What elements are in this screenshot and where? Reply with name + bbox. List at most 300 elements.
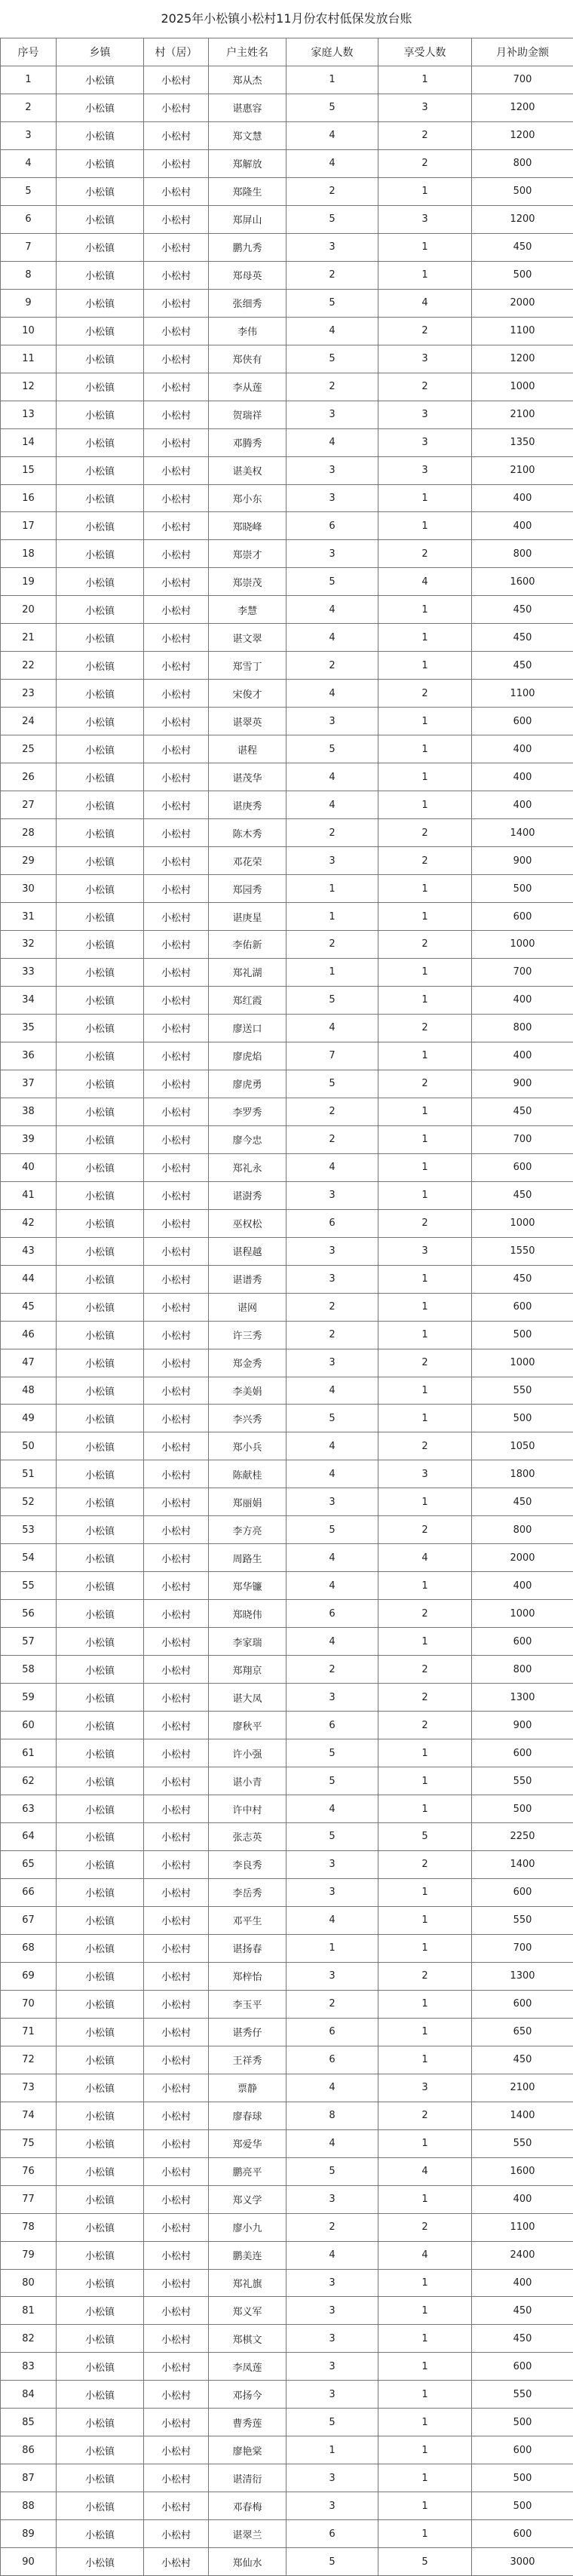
village-cell: 小松村: [144, 2241, 209, 2269]
family-size-cell: 3: [286, 708, 378, 735]
village-cell: 小松村: [144, 1042, 209, 1070]
township-cell: 小松镇: [57, 708, 144, 735]
beneficiaries-cell: 1: [378, 2436, 472, 2464]
beneficiaries-cell: 2: [378, 931, 472, 959]
township-cell: 小松镇: [57, 931, 144, 959]
amount-cell: 1600: [472, 2157, 573, 2185]
beneficiaries-cell: 2: [378, 121, 472, 149]
village-cell: 小松村: [144, 596, 209, 624]
family-size-cell: 3: [286, 540, 378, 568]
township-cell: 小松镇: [57, 2046, 144, 2074]
village-cell: 小松村: [144, 1377, 209, 1405]
beneficiaries-cell: 1: [378, 735, 472, 763]
table-row: [1, 596, 573, 624]
serial-cell: 8: [1, 261, 57, 289]
table-row: [1, 1878, 573, 1906]
amount-cell: 550: [472, 2381, 573, 2409]
township-cell: 小松镇: [57, 1293, 144, 1321]
householder-cell: 廖小九: [209, 2213, 286, 2241]
amount-cell: 400: [472, 986, 573, 1014]
township-cell: 小松镇: [57, 177, 144, 205]
village-cell: 小松村: [144, 763, 209, 791]
beneficiaries-cell: 2: [378, 1070, 472, 1098]
table-row: [1, 1098, 573, 1125]
beneficiaries-cell: 2: [378, 1962, 472, 1990]
amount-cell: 1800: [472, 1460, 573, 1488]
village-cell: 小松村: [144, 205, 209, 233]
serial-cell: 13: [1, 401, 57, 428]
beneficiaries-cell: 2: [378, 2102, 472, 2129]
serial-cell: 1: [1, 66, 57, 94]
family-size-cell: 1: [286, 1934, 378, 1962]
serial-cell: 17: [1, 512, 57, 540]
table-row: [1, 121, 573, 149]
beneficiaries-cell: 1: [378, 1153, 472, 1181]
serial-cell: 36: [1, 1042, 57, 1070]
amount-cell: 600: [472, 1739, 573, 1767]
amount-cell: 600: [472, 708, 573, 735]
family-size-cell: 2: [286, 931, 378, 959]
township-cell: 小松镇: [57, 2353, 144, 2381]
beneficiaries-cell: 1: [378, 2129, 472, 2157]
family-size-cell: 5: [286, 1767, 378, 1795]
village-cell: 小松村: [144, 931, 209, 959]
amount-cell: 1000: [472, 1209, 573, 1237]
family-size-cell: 5: [286, 2409, 378, 2436]
header-householder: 户主姓名: [209, 38, 286, 66]
table-row: [1, 1042, 573, 1070]
family-size-cell: 3: [286, 2269, 378, 2297]
householder-cell: 陈献桂: [209, 1460, 286, 1488]
township-cell: 小松镇: [57, 1878, 144, 1906]
family-size-cell: 3: [286, 2381, 378, 2409]
householder-cell: 许中村: [209, 1795, 286, 1823]
serial-cell: 74: [1, 2102, 57, 2129]
householder-cell: 郑崇才: [209, 540, 286, 568]
table-row: [1, 1014, 573, 1042]
serial-cell: 20: [1, 596, 57, 624]
township-cell: 小松镇: [57, 121, 144, 149]
page-title: 2025年小松镇小松村11月份农村低保发放台账: [0, 0, 573, 38]
township-cell: 小松镇: [57, 596, 144, 624]
householder-cell: 李玉平: [209, 1990, 286, 2018]
beneficiaries-cell: 3: [378, 456, 472, 484]
family-size-cell: 5: [286, 345, 378, 373]
beneficiaries-cell: 1: [378, 2269, 472, 2297]
amount-cell: 500: [472, 177, 573, 205]
table-row: [1, 1906, 573, 1934]
table-row: [1, 1990, 573, 2018]
amount-cell: 450: [472, 1265, 573, 1293]
beneficiaries-cell: 1: [378, 2409, 472, 2436]
township-cell: 小松镇: [57, 2129, 144, 2157]
serial-cell: 50: [1, 1432, 57, 1460]
beneficiaries-cell: 1: [378, 1321, 472, 1349]
serial-cell: 29: [1, 847, 57, 875]
serial-cell: 45: [1, 1293, 57, 1321]
householder-cell: 郑义学: [209, 2185, 286, 2213]
township-cell: 小松镇: [57, 2185, 144, 2213]
amount-cell: 1100: [472, 2213, 573, 2241]
township-cell: 小松镇: [57, 2520, 144, 2548]
beneficiaries-cell: 5: [378, 1823, 472, 1851]
amount-cell: 2250: [472, 1823, 573, 1851]
village-cell: 小松村: [144, 2185, 209, 2213]
township-cell: 小松镇: [57, 261, 144, 289]
family-size-cell: 4: [286, 1460, 378, 1488]
householder-cell: 廖今忠: [209, 1125, 286, 1153]
township-cell: 小松镇: [57, 1405, 144, 1432]
township-cell: 小松镇: [57, 456, 144, 484]
serial-cell: 90: [1, 2548, 57, 2576]
beneficiaries-cell: 2: [378, 1600, 472, 1628]
village-cell: 小松村: [144, 847, 209, 875]
serial-cell: 53: [1, 1516, 57, 1544]
householder-cell: 郑金秀: [209, 1349, 286, 1377]
serial-cell: 19: [1, 568, 57, 596]
family-size-cell: 2: [286, 652, 378, 680]
amount-cell: 1400: [472, 1850, 573, 1878]
householder-cell: 谌程: [209, 735, 286, 763]
table-row: [1, 680, 573, 708]
village-cell: 小松村: [144, 791, 209, 819]
serial-cell: 80: [1, 2269, 57, 2297]
township-cell: 小松镇: [57, 1377, 144, 1405]
family-size-cell: 2: [286, 1656, 378, 1684]
header-beneficiaries: 享受人数: [378, 38, 472, 66]
township-cell: 小松镇: [57, 2381, 144, 2409]
beneficiaries-cell: 2: [378, 1349, 472, 1377]
table-row: [1, 1181, 573, 1209]
family-size-cell: 6: [286, 1600, 378, 1628]
village-cell: 小松村: [144, 261, 209, 289]
table-row: [1, 1349, 573, 1377]
township-cell: 小松镇: [57, 1014, 144, 1042]
family-size-cell: 3: [286, 1962, 378, 1990]
beneficiaries-cell: 1: [378, 1098, 472, 1125]
amount-cell: 1550: [472, 1237, 573, 1265]
householder-cell: 廖艳棠: [209, 2436, 286, 2464]
householder-cell: 张细秀: [209, 289, 286, 317]
householder-cell: 谌秀仔: [209, 2018, 286, 2046]
village-cell: 小松村: [144, 2409, 209, 2436]
family-size-cell: 4: [286, 2074, 378, 2102]
township-cell: 小松镇: [57, 540, 144, 568]
serial-cell: 75: [1, 2129, 57, 2157]
family-size-cell: 3: [286, 233, 378, 261]
beneficiaries-cell: 1: [378, 903, 472, 931]
amount-cell: 1400: [472, 2102, 573, 2129]
table-row: [1, 2381, 573, 2409]
township-cell: 小松镇: [57, 1488, 144, 1516]
village-cell: 小松村: [144, 2436, 209, 2464]
township-cell: 小松镇: [57, 512, 144, 540]
serial-cell: 21: [1, 624, 57, 652]
family-size-cell: 3: [286, 1181, 378, 1209]
family-size-cell: 3: [286, 1349, 378, 1377]
table-row: [1, 735, 573, 763]
family-size-cell: 2: [286, 1125, 378, 1153]
table-row: [1, 2157, 573, 2185]
householder-cell: 邓扬今: [209, 2381, 286, 2409]
amount-cell: 650: [472, 2018, 573, 2046]
serial-cell: 14: [1, 428, 57, 456]
beneficiaries-cell: 4: [378, 568, 472, 596]
serial-cell: 4: [1, 149, 57, 177]
serial-cell: 63: [1, 1795, 57, 1823]
table-row: [1, 2548, 573, 2576]
village-cell: 小松村: [144, 1906, 209, 1934]
table-row: [1, 1823, 573, 1851]
serial-cell: 52: [1, 1488, 57, 1516]
table-row: [1, 1544, 573, 1572]
family-size-cell: 5: [286, 568, 378, 596]
amount-cell: 550: [472, 1377, 573, 1405]
amount-cell: 900: [472, 1712, 573, 1739]
village-cell: 小松村: [144, 1014, 209, 1042]
ledger-table: [0, 38, 573, 2576]
village-cell: 小松村: [144, 2548, 209, 2576]
village-cell: 小松村: [144, 680, 209, 708]
township-cell: 小松镇: [57, 875, 144, 903]
beneficiaries-cell: 1: [378, 958, 472, 986]
householder-cell: 谌小青: [209, 1767, 286, 1795]
amount-cell: 450: [472, 1098, 573, 1125]
amount-cell: 400: [472, 2269, 573, 2297]
serial-cell: 32: [1, 931, 57, 959]
serial-cell: 61: [1, 1739, 57, 1767]
table-row: [1, 1962, 573, 1990]
householder-cell: 郑仙水: [209, 2548, 286, 2576]
table-row: [1, 1321, 573, 1349]
township-cell: 小松镇: [57, 1739, 144, 1767]
table-row: [1, 1460, 573, 1488]
householder-cell: 李美娟: [209, 1377, 286, 1405]
serial-cell: 41: [1, 1181, 57, 1209]
village-cell: 小松村: [144, 1962, 209, 1990]
beneficiaries-cell: 2: [378, 1014, 472, 1042]
serial-cell: 78: [1, 2213, 57, 2241]
family-size-cell: 2: [286, 1990, 378, 2018]
township-cell: 小松镇: [57, 1042, 144, 1070]
householder-cell: 李佑新: [209, 931, 286, 959]
table-row: [1, 2074, 573, 2102]
householder-cell: 郑棋文: [209, 2325, 286, 2353]
serial-cell: 5: [1, 177, 57, 205]
beneficiaries-cell: 1: [378, 986, 472, 1014]
table-row: [1, 847, 573, 875]
householder-cell: 郑晓伟: [209, 1600, 286, 1628]
serial-cell: 30: [1, 875, 57, 903]
township-cell: 小松镇: [57, 791, 144, 819]
table-row: [1, 2241, 573, 2269]
table-row: [1, 205, 573, 233]
serial-cell: 48: [1, 1377, 57, 1405]
beneficiaries-cell: 1: [378, 1488, 472, 1516]
township-cell: 小松镇: [57, 1934, 144, 1962]
beneficiaries-cell: 2: [378, 1209, 472, 1237]
table-row: [1, 1684, 573, 1712]
serial-cell: 42: [1, 1209, 57, 1237]
table-row: [1, 568, 573, 596]
householder-cell: 贺瑞祥: [209, 401, 286, 428]
table-row: [1, 624, 573, 652]
serial-cell: 7: [1, 233, 57, 261]
amount-cell: 2000: [472, 289, 573, 317]
family-size-cell: 3: [286, 1237, 378, 1265]
township-cell: 小松镇: [57, 1850, 144, 1878]
village-cell: 小松村: [144, 540, 209, 568]
beneficiaries-cell: 1: [378, 1125, 472, 1153]
table-row: [1, 2213, 573, 2241]
serial-cell: 54: [1, 1544, 57, 1572]
amount-cell: 2000: [472, 1544, 573, 1572]
table-row: [1, 1656, 573, 1684]
serial-cell: 38: [1, 1098, 57, 1125]
householder-cell: 邓腾秀: [209, 428, 286, 456]
amount-cell: 1400: [472, 819, 573, 847]
family-size-cell: 4: [286, 1572, 378, 1600]
serial-cell: 59: [1, 1684, 57, 1712]
header-family-size: 家庭人数: [286, 38, 378, 66]
table-row: [1, 373, 573, 401]
table-row: [1, 2269, 573, 2297]
village-cell: 小松村: [144, 484, 209, 512]
beneficiaries-cell: 2: [378, 149, 472, 177]
table-row: [1, 958, 573, 986]
township-cell: 小松镇: [57, 1767, 144, 1795]
family-size-cell: 1: [286, 958, 378, 986]
householder-cell: 李凤莲: [209, 2353, 286, 2381]
householder-cell: 许小强: [209, 1739, 286, 1767]
householder-cell: 郑红霞: [209, 986, 286, 1014]
township-cell: 小松镇: [57, 847, 144, 875]
village-cell: 小松村: [144, 1125, 209, 1153]
amount-cell: 800: [472, 540, 573, 568]
serial-cell: 56: [1, 1600, 57, 1628]
table-row: [1, 512, 573, 540]
amount-cell: 1000: [472, 1600, 573, 1628]
family-size-cell: 4: [286, 1014, 378, 1042]
beneficiaries-cell: 1: [378, 261, 472, 289]
householder-cell: 郑翔京: [209, 1656, 286, 1684]
family-size-cell: 5: [286, 94, 378, 121]
householder-cell: 王祥秀: [209, 2046, 286, 2074]
family-size-cell: 5: [286, 289, 378, 317]
beneficiaries-cell: 1: [378, 1293, 472, 1321]
beneficiaries-cell: 4: [378, 1544, 472, 1572]
table-row: [1, 763, 573, 791]
householder-cell: 李从莲: [209, 373, 286, 401]
amount-cell: 500: [472, 2492, 573, 2520]
family-size-cell: 4: [286, 428, 378, 456]
table-row: [1, 1516, 573, 1544]
township-cell: 小松镇: [57, 317, 144, 345]
serial-cell: 25: [1, 735, 57, 763]
beneficiaries-cell: 3: [378, 1237, 472, 1265]
amount-cell: 1200: [472, 121, 573, 149]
table-row: [1, 2297, 573, 2325]
village-cell: 小松村: [144, 2018, 209, 2046]
beneficiaries-cell: 1: [378, 1795, 472, 1823]
family-size-cell: 1: [286, 66, 378, 94]
serial-cell: 49: [1, 1405, 57, 1432]
serial-cell: 46: [1, 1321, 57, 1349]
beneficiaries-cell: 2: [378, 540, 472, 568]
householder-cell: 李罗秀: [209, 1098, 286, 1125]
table-row: [1, 1265, 573, 1293]
serial-cell: 43: [1, 1237, 57, 1265]
amount-cell: 400: [472, 735, 573, 763]
township-cell: 小松镇: [57, 568, 144, 596]
serial-cell: 83: [1, 2353, 57, 2381]
table-row: [1, 2325, 573, 2353]
beneficiaries-cell: 2: [378, 2213, 472, 2241]
amount-cell: 450: [472, 2325, 573, 2353]
township-cell: 小松镇: [57, 2325, 144, 2353]
village-cell: 小松村: [144, 1098, 209, 1125]
village-cell: 小松村: [144, 903, 209, 931]
township-cell: 小松镇: [57, 2464, 144, 2492]
family-size-cell: 4: [286, 624, 378, 652]
householder-cell: 郑丽娟: [209, 1488, 286, 1516]
township-cell: 小松镇: [57, 1181, 144, 1209]
serial-cell: 6: [1, 205, 57, 233]
family-size-cell: 3: [286, 2353, 378, 2381]
amount-cell: 450: [472, 596, 573, 624]
family-size-cell: 5: [286, 2157, 378, 2185]
village-cell: 小松村: [144, 1544, 209, 1572]
family-size-cell: 5: [286, 1739, 378, 1767]
table-row: [1, 1432, 573, 1460]
amount-cell: 1300: [472, 1684, 573, 1712]
table-row: [1, 986, 573, 1014]
serial-cell: 71: [1, 2018, 57, 2046]
beneficiaries-cell: 3: [378, 345, 472, 373]
township-cell: 小松镇: [57, 1544, 144, 1572]
village-cell: 小松村: [144, 819, 209, 847]
householder-cell: 邓平生: [209, 1906, 286, 1934]
village-cell: 小松村: [144, 1684, 209, 1712]
table-row: [1, 1712, 573, 1739]
amount-cell: 800: [472, 1014, 573, 1042]
village-cell: 小松村: [144, 2353, 209, 2381]
beneficiaries-cell: 1: [378, 1265, 472, 1293]
village-cell: 小松村: [144, 1767, 209, 1795]
village-cell: 小松村: [144, 1237, 209, 1265]
village-cell: 小松村: [144, 1460, 209, 1488]
amount-cell: 2100: [472, 401, 573, 428]
village-cell: 小松村: [144, 1850, 209, 1878]
householder-cell: 谌网: [209, 1293, 286, 1321]
family-size-cell: 4: [286, 680, 378, 708]
amount-cell: 1000: [472, 373, 573, 401]
township-cell: 小松镇: [57, 1572, 144, 1600]
village-cell: 小松村: [144, 177, 209, 205]
beneficiaries-cell: 1: [378, 596, 472, 624]
family-size-cell: 2: [286, 1321, 378, 1349]
beneficiaries-cell: 3: [378, 2074, 472, 2102]
table-row: [1, 1377, 573, 1405]
beneficiaries-cell: 1: [378, 2185, 472, 2213]
serial-cell: 65: [1, 1850, 57, 1878]
header-township: 乡镇: [57, 38, 144, 66]
beneficiaries-cell: 4: [378, 2241, 472, 2269]
serial-cell: 68: [1, 1934, 57, 1962]
amount-cell: 600: [472, 2353, 573, 2381]
householder-cell: 郑园秀: [209, 875, 286, 903]
householder-cell: 谌程越: [209, 1237, 286, 1265]
